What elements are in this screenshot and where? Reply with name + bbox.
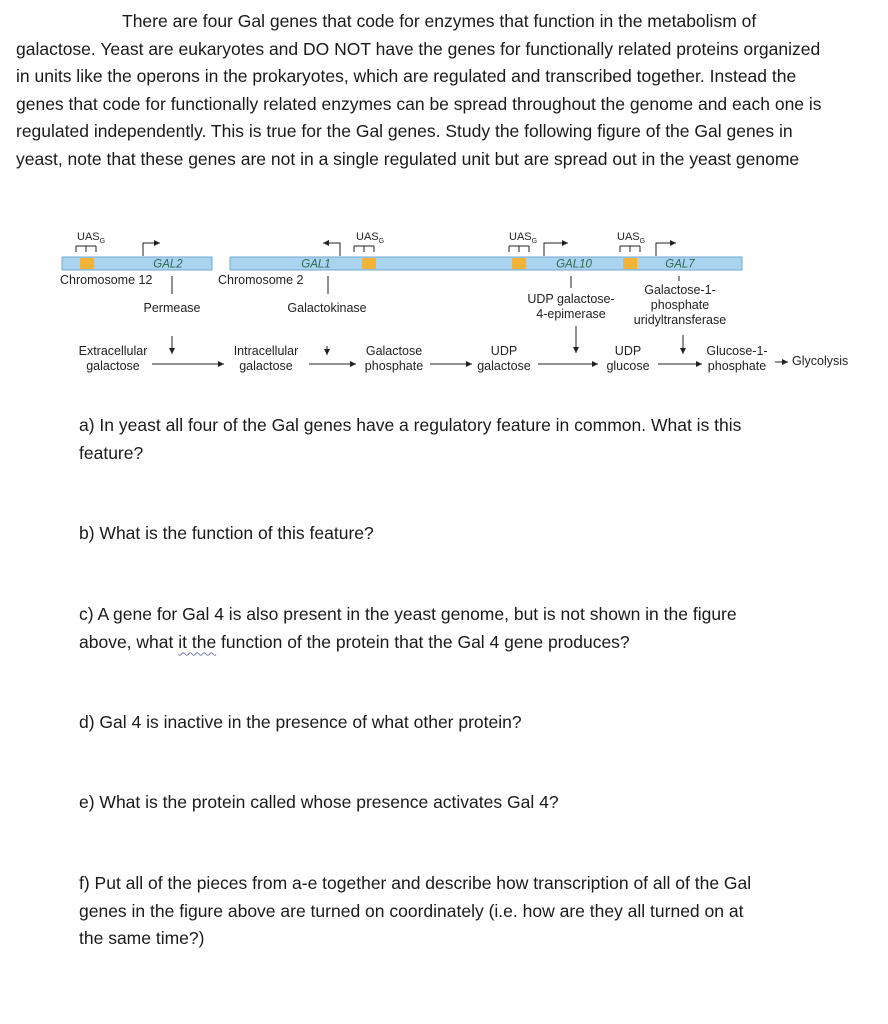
enzyme-transferase-line3: uridyltransferase xyxy=(633,313,727,327)
metabolite-udpglc-line2: glucose xyxy=(606,359,650,373)
gal-genes-figure xyxy=(0,218,888,388)
metabolite-udpgal-line2: galactose xyxy=(477,359,531,373)
gene-label-gal1: GAL1 xyxy=(301,258,331,271)
gal-genes-diagram xyxy=(0,218,888,388)
metabolite-extracellular-line1: Extracellular xyxy=(78,344,148,358)
gene-label-gal2: GAL2 xyxy=(153,258,183,271)
question-f: f) Put all of the pieces from a-e together and describe how transcription of all of the Gal genes in the figure above are turned on coordinately (i.e. how are they all turned on at the same time?) xyxy=(79,873,752,948)
uas-box-gal1-gal10-b xyxy=(512,258,526,269)
question-c: c) A gene for Gal 4 is also present in the yeast genome, but is not shown in the figure above, what it the function of the protein that the Gal 4 gene produces? xyxy=(79,604,737,652)
uas-label-gal10: $UAS_G$ xyxy=(509,231,538,245)
uas-label-gal7: $UAS_G$ xyxy=(617,231,646,245)
uas-label-gal2: $UAS_G$ xyxy=(77,231,106,245)
metabolite-extracellular-line2: galactose xyxy=(86,359,140,373)
question-b: b) What is the function of this feature? xyxy=(79,523,374,543)
metabolite-udpgal-line1: UDP xyxy=(490,344,518,358)
metabolite-intracellular-line1: Intracellular xyxy=(233,344,299,358)
question-d: d) Gal 4 is inactive in the presence of what other protein? xyxy=(79,712,522,732)
metabolite-udpglc-line1: UDP xyxy=(614,344,642,358)
uas-bracket-gal1 xyxy=(354,246,374,252)
uas-bracket-gal2 xyxy=(76,246,96,252)
uas-box-gal1-gal10 xyxy=(362,258,376,269)
metabolite-glycolysis: Glycolysis xyxy=(792,354,849,368)
gene-label-gal7: GAL7 xyxy=(665,258,695,271)
intro-paragraph xyxy=(16,8,836,173)
enzyme-epimerase-line1: UDP galactose- xyxy=(527,292,615,306)
intro-text: There are four Gal genes that code for enzymes that function in the metabolism of galactose. Yeast are eukaryotes and DO NOT have the genes for functionally related proteins organized in units like the operons in the prokaryotes, which are regulated and transcribed together. Instead the genes that code for functionally related enzymes can be spread throughout the genome and each one is regulated independently. This is true for the Gal genes. Study the following figure of the Gal genes in yeast, note that these genes are not in a single regulated unit but are spread out in the yeast genome xyxy=(16,11,822,169)
chromosome-2-label: Chromosome 2 xyxy=(218,273,304,287)
metabolite-g1p-line2: phosphate xyxy=(707,359,767,373)
gene-label-gal10: GAL10 xyxy=(556,258,592,271)
chromosome-12-label: Chromosome 12 xyxy=(60,273,153,287)
uas-label-gal1: $UAS_G$ xyxy=(356,231,385,245)
question-a: a) In yeast all four of the Gal genes have a regulatory feature in common. What is this feature? xyxy=(79,415,742,463)
uas-box-gal2 xyxy=(80,258,94,269)
promoter-arrow-gal2 xyxy=(143,243,160,256)
metabolite-intracellular-line2: galactose xyxy=(239,359,293,373)
enzyme-transferase-line1: Galactose-1- xyxy=(644,283,716,297)
grammar-flagged-text: it the xyxy=(178,631,217,652)
promoter-arrow-gal10 xyxy=(544,243,568,256)
metabolite-galphos-line2: phosphate xyxy=(364,359,424,373)
promoter-arrow-gal1 xyxy=(323,243,340,256)
uas-box-gal7 xyxy=(623,258,637,269)
uas-bracket-gal7 xyxy=(620,246,640,252)
enzyme-epimerase-line2: 4-epimerase xyxy=(536,307,606,321)
metabolite-g1p-line1: Glucose-1- xyxy=(706,344,768,358)
enzyme-transferase-line2: phosphate xyxy=(650,298,710,312)
uas-bracket-gal10 xyxy=(509,246,529,252)
metabolite-galphos-line1: Galactose xyxy=(365,344,423,358)
enzyme-permease: Permease xyxy=(143,301,201,315)
question-e: e) What is the protein called whose presence activates Gal 4? xyxy=(79,792,559,812)
promoter-arrow-gal7 xyxy=(656,243,676,256)
enzyme-galactokinase: Galactokinase xyxy=(287,301,367,315)
